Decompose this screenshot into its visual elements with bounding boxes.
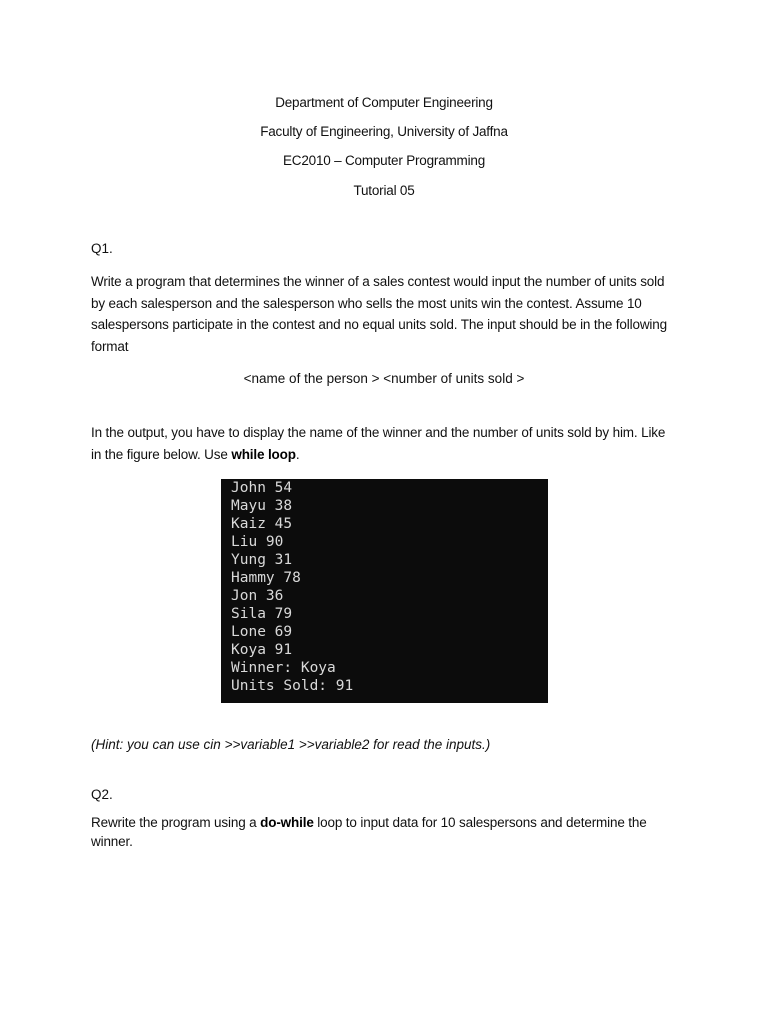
- tutorial-title: Tutorial 05: [353, 183, 415, 198]
- q2-paragraph: [91, 813, 676, 851]
- q1-paragraph: Write a program that determines the winner of a sales contest would input the number of units sold by each salesperson and the salesperson who sells the most units win the contest. Assume 10 salespersons participate in the contest and no equal units sold. The input should be in the following format: [91, 274, 667, 354]
- console-line: John 54: [231, 480, 293, 496]
- department-title: Department of Computer Engineering: [275, 95, 493, 110]
- console-line: Yung 31: [231, 552, 293, 568]
- console-units-line: Units Sold: 91: [231, 678, 354, 694]
- q1-output-paragraph: [91, 422, 676, 465]
- console-line: Kaiz 45: [231, 516, 293, 532]
- course-title: EC2010 – Computer Programming: [282, 153, 486, 168]
- q2-label: Q2.: [91, 787, 113, 802]
- console-winner-line: Winner: Koya: [231, 660, 336, 676]
- input-format-line: <name of the person > <number of units sold >: [243, 371, 525, 386]
- q1-output-period: .: [295, 446, 300, 462]
- console-line: Koya 91: [231, 642, 293, 658]
- q2-text-after: loop to input data for 10 salespersons and determine the winner.: [91, 815, 647, 849]
- console-line: Jon 36: [231, 588, 284, 604]
- console-line: Sila 79: [231, 606, 293, 622]
- q1-label: Q1.: [91, 241, 113, 256]
- console-output-figure: [221, 479, 548, 703]
- q2-text: Rewrite the program using a: [91, 815, 261, 830]
- console-line: Lone 69: [231, 624, 293, 640]
- console-line: Mayu 38: [231, 498, 293, 514]
- faculty-title: Faculty of Engineering, University of Jaffna: [260, 124, 508, 139]
- q1-output-text: In the output, you have to display the name of the winner and the number of units sold by him. Like in the figure below. Use: [91, 425, 666, 462]
- console-line: Hammy 78: [231, 570, 301, 586]
- while-loop-emphasis: while loop: [231, 446, 296, 462]
- q1-hint: (Hint: you can use cin >>variable1 >>variable2 for read the inputs.): [91, 737, 491, 752]
- console-line: Liu 90: [231, 534, 284, 550]
- do-while-emphasis: do-while: [260, 815, 314, 830]
